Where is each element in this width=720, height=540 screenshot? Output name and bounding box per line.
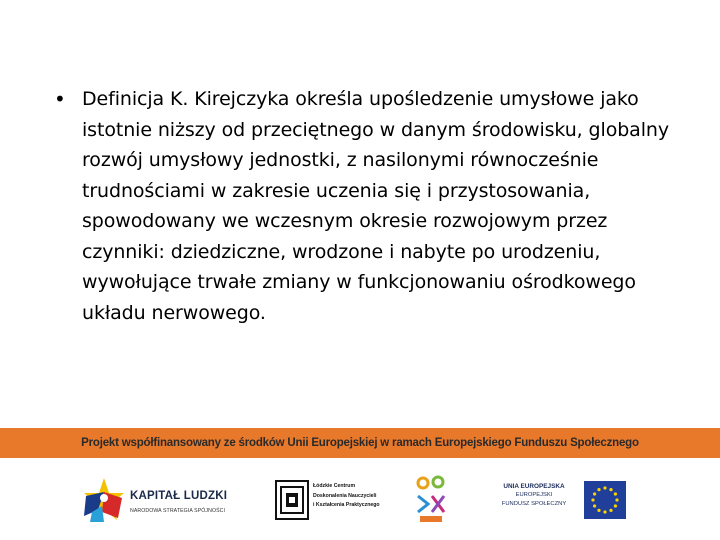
colour-letters-logo-icon <box>414 474 448 526</box>
lcdnikp-square-icon <box>275 480 309 520</box>
lodzkie-centrum-line-3: i Kształcenia Praktycznego <box>313 502 380 508</box>
definition-text: Definicja K. Kirejczyka określa upośledzenie umysłowe jako istotnie niższy od przeciętnego w danym środowisku, globalny rozwój umysłowy jednostki, z nasilonymi równocześnie trudnościami w zakresie uczenia się i przystosowania, spowodowany we wczesnym okresie rozwojowym przez czynniki: dziedziczne, wrodzone i nabyte po urodzeniu, wywołujące trwałe zmiany w funkcjonowaniu ośrodkowego układu nerwowego. <box>82 88 669 324</box>
eu-flag-icon <box>584 481 626 519</box>
eu-line-2: EUROPEJSKI <box>515 492 553 498</box>
logo-strip <box>0 470 720 530</box>
lodzkie-centrum-line-2: Doskonalenia Nauczycieli <box>313 492 377 499</box>
unia-europejska-text <box>488 482 580 509</box>
eu-line-3: FUNDUSZ SPOŁECZNY <box>501 501 567 507</box>
lodzkie-centrum-text <box>313 482 385 511</box>
kapital-ludzki-name: KAPITAŁ LUDZKI <box>130 490 228 502</box>
lodzkie-centrum-logo <box>275 480 385 522</box>
funding-banner <box>0 428 720 458</box>
bullet-icon: • <box>54 87 66 111</box>
eu-line-1: UNIA EUROPEJSKA <box>503 483 565 490</box>
unia-europejska-logo <box>488 480 628 522</box>
definition-bullet <box>54 84 694 328</box>
slide-content <box>54 84 694 328</box>
funding-text: Projekt współfinansowany ze środków Unii Europejskiej w ramach Europejskiego Funduszu Społecznego <box>81 437 639 449</box>
kapital-ludzki-subtitle: NARODOWA STRATEGIA SPÓJNOŚCI <box>130 508 226 514</box>
kapital-ludzki-logo <box>82 476 252 524</box>
lodzkie-centrum-line-1: Łódzkie Centrum <box>313 483 356 489</box>
kapital-ludzki-star-icon <box>82 476 126 524</box>
